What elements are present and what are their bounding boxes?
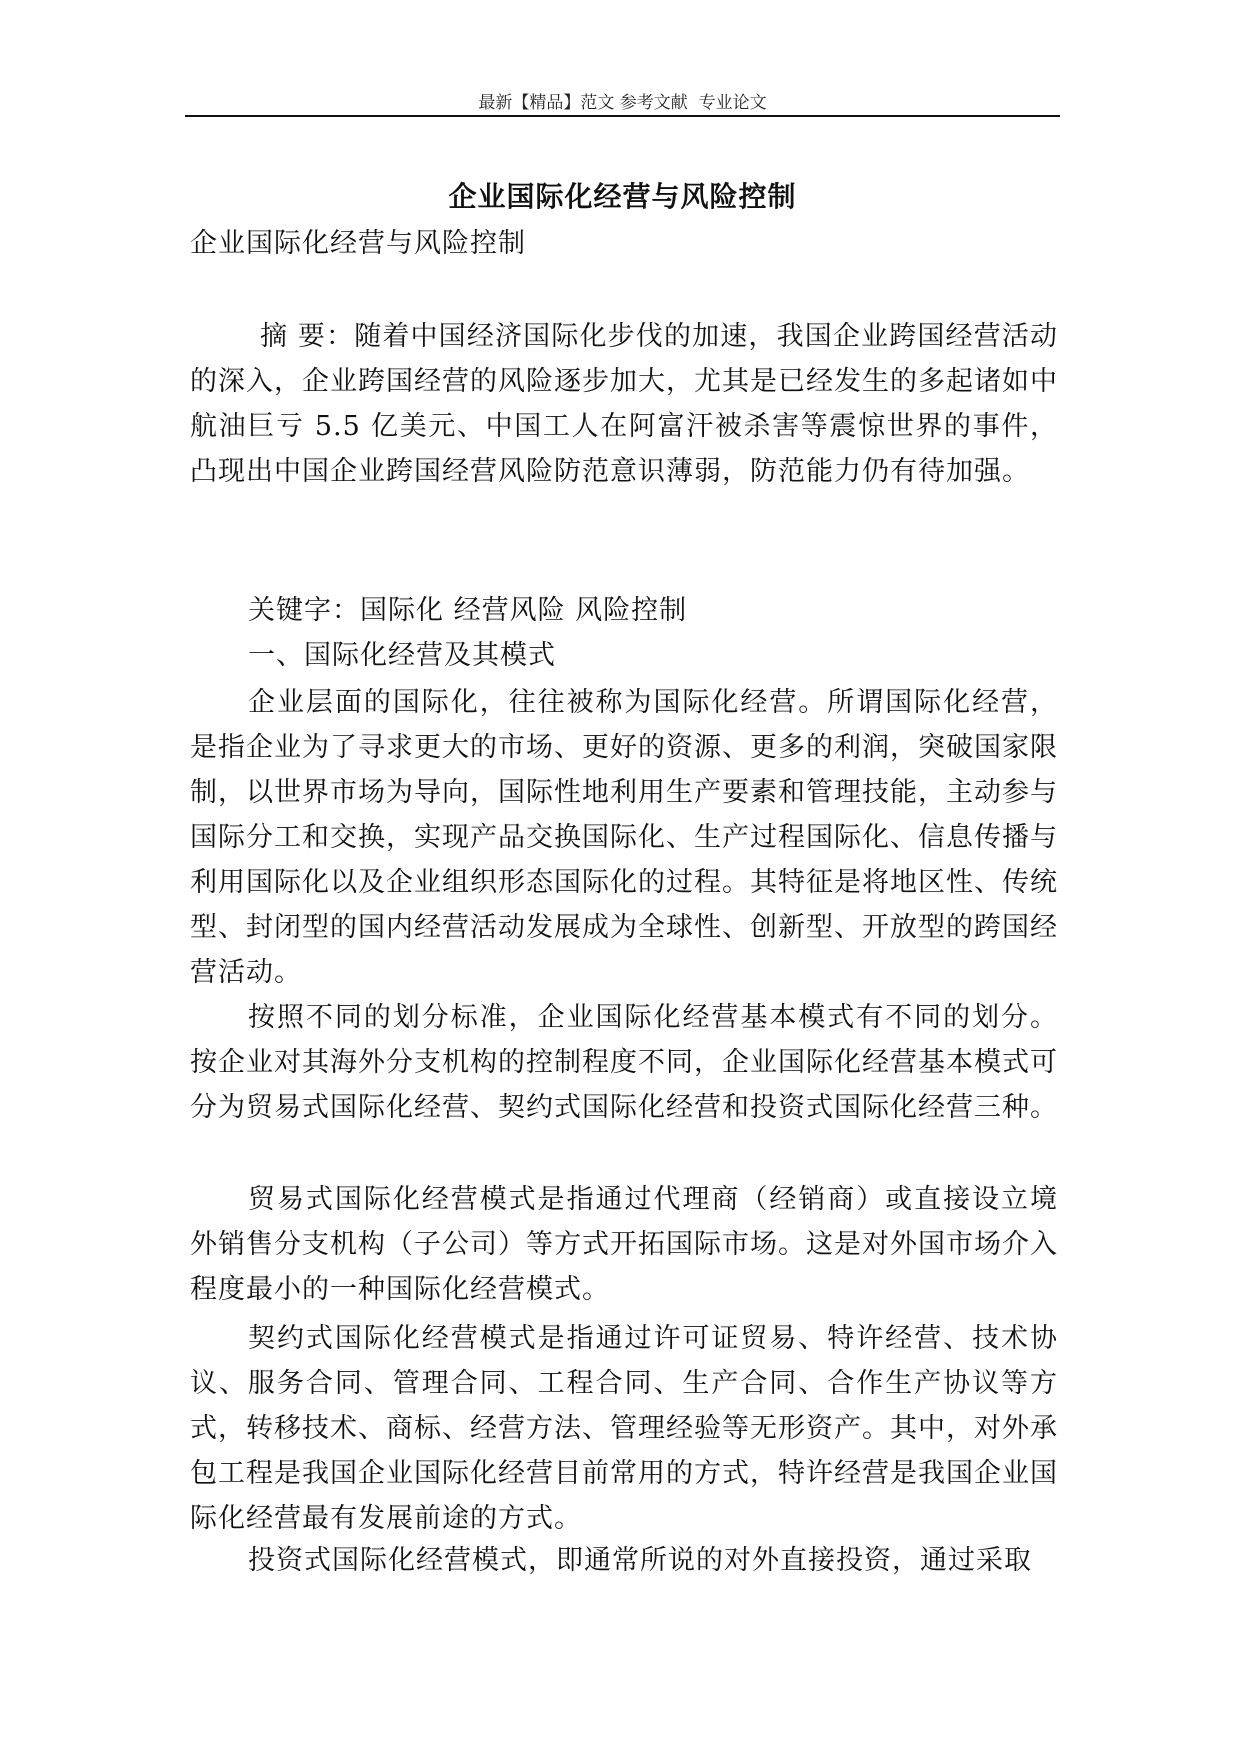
header-divider (185, 115, 1060, 117)
abstract-paragraph: 摘 要：随着中国经济国际化步伐的加速，我国企业跨国经营活动的深入，企业跨国经营的风险逐步加大，尤其是已经发生的多起诸如中航油巨亏 5.5 亿美元、中国工人在阿富汗被杀害等震惊世界的事件，凸现出中国企业跨国经营风险防范意识薄弱，防范能力仍有待加强。 (190, 321, 1058, 487)
section-heading: 一、国际化经营及其模式 (248, 640, 556, 671)
body-paragraph: 投资式国际化经营模式，即通常所说的对外直接投资，通过采取 (248, 1545, 1032, 1576)
body-paragraph: 契约式国际化经营模式是指通过许可证贸易、特许经营、技术协议、服务合同、管理合同、工程合同、生产合同、合作生产协议等方式，转移技术、商标、经营方法、管理经验等无形资产。其中，对外承包工程是我国企业国际化经营目前常用的方式，特许经营是我国企业国际化经营最有发展前途的方式。 (190, 1323, 1058, 1534)
body-paragraph: 按照不同的划分标准，企业国际化经营基本模式有不同的划分。按企业对其海外分支机构的控制程度不同，企业国际化经营基本模式可分为贸易式国际化经营、契约式国际化经营和投资式国际化经营三种。 (190, 1002, 1058, 1123)
document-title: 企业国际化经营与风险控制 (448, 179, 797, 213)
page-header: 最新【精品】范文 参考文献 专业论文 (478, 93, 767, 113)
body-paragraph: 企业层面的国际化，往往被称为国际化经营。所谓国际化经营，是指企业为了寻求更大的市场、更好的资源、更多的利润，突破国家限制，以世界市场为导向，国际性地利用生产要素和管理技能，主动参与国际分工和交换，实现产品交换国际化、生产过程国际化、信息传播与利用国际化以及企业组织形态国际化的过程。其特征是将地区性、传统型、封闭型的国内经营活动发展成为全球性、创新型、开放型的跨国经营活动。 (190, 687, 1058, 988)
keywords-line: 关键字：国际化 经营风险 风险控制 (248, 595, 688, 626)
body-paragraph: 贸易式国际化经营模式是指通过代理商（经销商）或直接设立境外销售分支机构（子公司）等方式开拓国际市场。这是对外国市场介入程度最小的一种国际化经营模式。 (190, 1184, 1058, 1305)
document-subtitle: 企业国际化经营与风险控制 (190, 228, 526, 259)
